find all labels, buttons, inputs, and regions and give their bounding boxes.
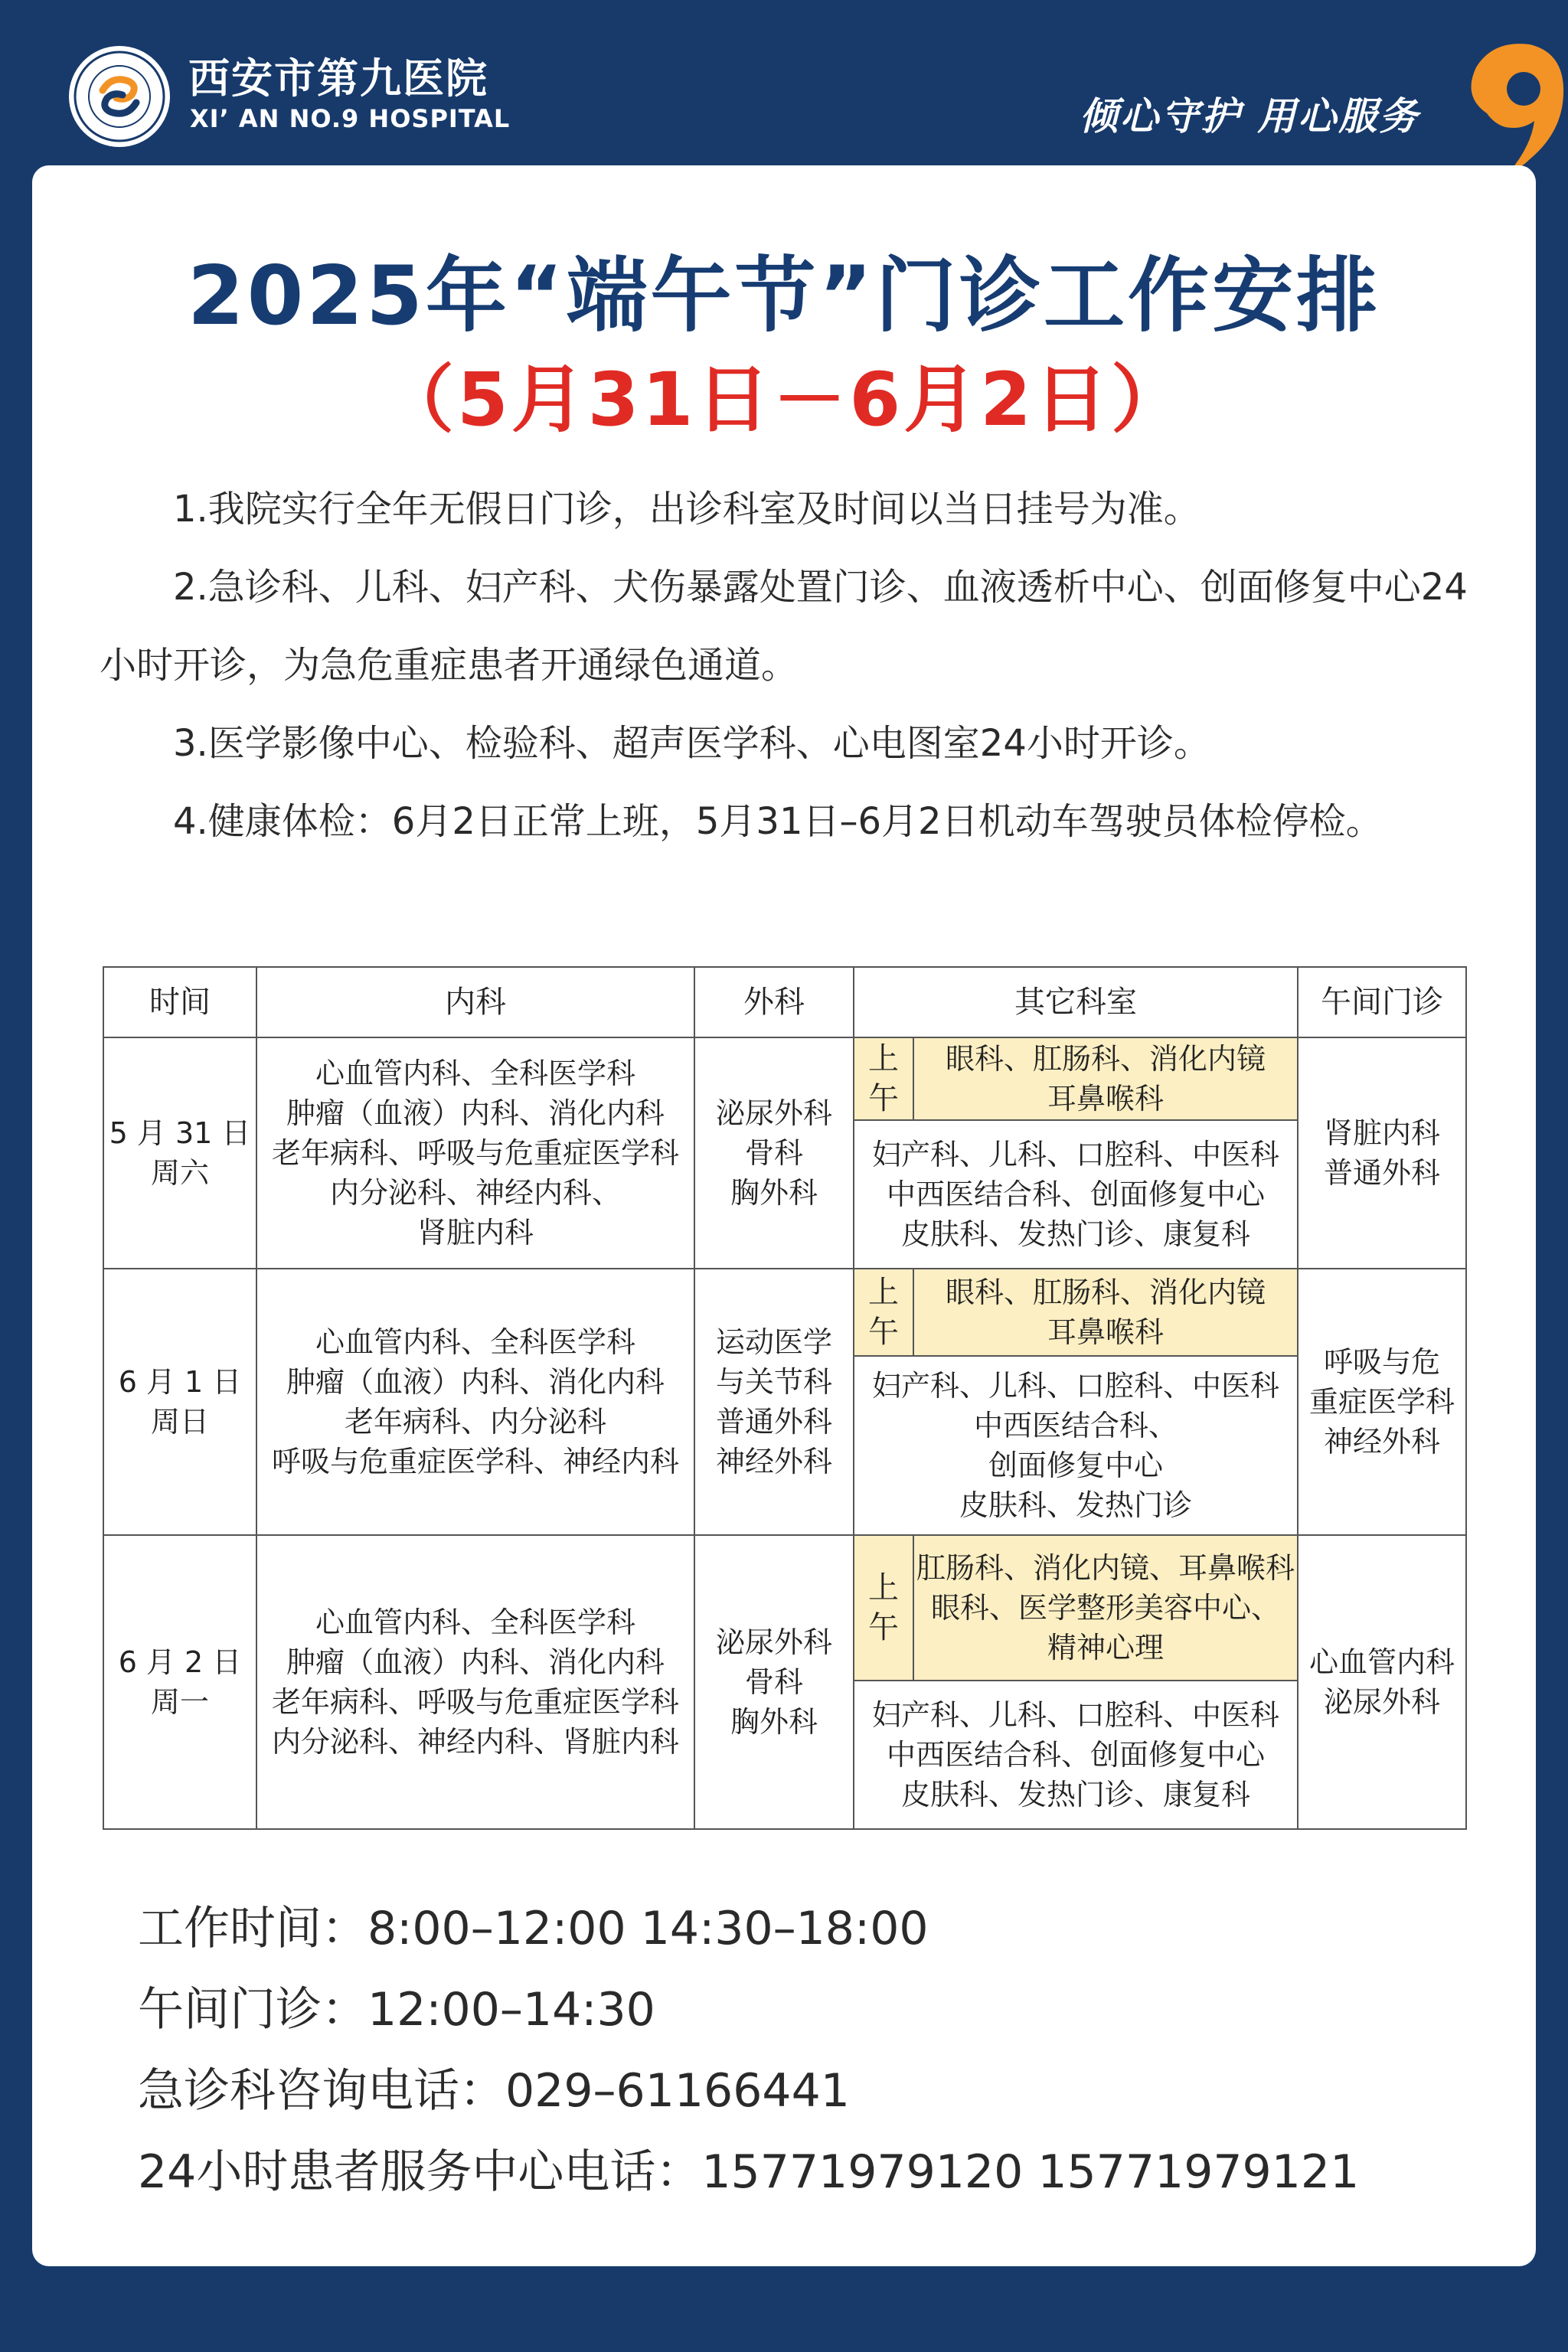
- notice-card: [32, 165, 1536, 2266]
- notice-item: 1.我院实行全年无假日门诊，出诊科室及时间以当日挂号为准。: [173, 488, 1200, 531]
- service-center-phone: 24小时患者服务中心电话：15771979120 15771979121: [138, 2145, 1360, 2199]
- emergency-phone: 急诊科咨询电话：029–61166441: [138, 2064, 850, 2118]
- internal-cell: 心血管内科、全科医学科 肿瘤（血液）内科、消化内科 老年病科、内分泌科 呼吸与危重症医学科、神经内科: [256, 1269, 694, 1535]
- work-hours: 工作时间：8:00–12:00 14:30–18:00: [138, 1902, 929, 1955]
- footer-info: [138, 1888, 1359, 2213]
- noon-cell: 呼吸与危 重症医学科 神经外科: [1298, 1269, 1466, 1535]
- am-departments: 肛肠科、消化内镜、耳鼻喉科 眼科、医学整形美容中心、 精神心理: [913, 1535, 1298, 1681]
- schedule-table: [103, 966, 1467, 1830]
- notice-list: [100, 470, 1502, 861]
- date-cell: 5 月 31 日 周六: [103, 1037, 256, 1269]
- am-label: 上 午: [854, 1535, 913, 1681]
- noon-clinic-hours: 午间门诊：12:00–14:30: [138, 1983, 655, 2037]
- am-label: 上 午: [854, 1037, 913, 1120]
- notice-title: 2025年“端午节”门诊工作安排: [187, 249, 1381, 343]
- orange-swirl-icon: [1456, 23, 1568, 173]
- noon-cell: 心血管内科 泌尿外科: [1298, 1535, 1466, 1829]
- am-departments: 眼科、肛肠科、消化内镜 耳鼻喉科: [913, 1037, 1298, 1120]
- internal-cell: 心血管内科、全科医学科 肿瘤（血液）内科、消化内科 老年病科、呼吸与危重症医学科 内分泌科、神经内科、肾脏内科: [256, 1535, 694, 1829]
- header-surgery: 外科: [694, 967, 854, 1037]
- surgery-cell: 运动医学 与关节科 普通外科 神经外科: [694, 1269, 854, 1535]
- other-departments: 妇产科、儿科、口腔科、中医科 中西医结合科、 创面修复中心 皮肤科、发热门诊: [854, 1356, 1298, 1535]
- surgery-cell: 泌尿外科 骨科 胸外科: [694, 1037, 854, 1269]
- hospital-name-en: XI’ AN NO.9 HOSPITAL: [190, 104, 511, 133]
- header-internal: 内科: [256, 967, 694, 1037]
- header-noon: 午间门诊: [1298, 967, 1466, 1037]
- other-departments: 妇产科、儿科、口腔科、中医科 中西医结合科、创面修复中心 皮肤科、发热门诊、康复科: [854, 1120, 1298, 1269]
- am-departments: 眼科、肛肠科、消化内镜 耳鼻喉科: [913, 1269, 1298, 1356]
- notice-item: 4.健康体检：6月2日正常上班，5月31日–6月2日机动车驾驶员体检停检。: [173, 800, 1383, 843]
- am-label: 上 午: [854, 1269, 913, 1356]
- header-bar: [0, 0, 1568, 165]
- hospital-name-cn: 西安市第九医院: [188, 54, 488, 103]
- header-time: 时间: [103, 967, 256, 1037]
- table-row: [103, 1535, 1466, 1681]
- table-row: [103, 1037, 1466, 1120]
- surgery-cell: 泌尿外科 骨科 胸外科: [694, 1535, 854, 1829]
- other-departments: 妇产科、儿科、口腔科、中医科 中西医结合科、创面修复中心 皮肤科、发热门诊、康复科: [854, 1681, 1298, 1829]
- internal-cell: 心血管内科、全科医学科 肿瘤（血液）内科、消化内科 老年病科、呼吸与危重症医学科 内分泌科、神经内科、 肾脏内科: [256, 1037, 694, 1269]
- slogan: 倾心守护 用心服务: [1080, 94, 1420, 139]
- hospital-logo-icon: [67, 44, 172, 149]
- notice-item: 3.医学影像中心、检验科、超声医学科、心电图室24小时开诊。: [173, 722, 1210, 765]
- date-cell: 6 月 2 日 周一: [103, 1535, 256, 1829]
- noon-cell: 肾脏内科 普通外科: [1298, 1037, 1466, 1269]
- header-other: 其它科室: [854, 967, 1298, 1037]
- table-row: [103, 1269, 1466, 1356]
- notice-item: 2.急诊科、儿科、妇产科、犬伤暴露处置门诊、血液透析中心、创面修复中心24小时开诊，为急危重症患者开通绿色通道。: [100, 566, 1468, 687]
- notice-date-range: （5月31日－6月2日）: [381, 357, 1187, 443]
- table-header-row: [103, 967, 1466, 1037]
- date-cell: 6 月 1 日 周日: [103, 1269, 256, 1535]
